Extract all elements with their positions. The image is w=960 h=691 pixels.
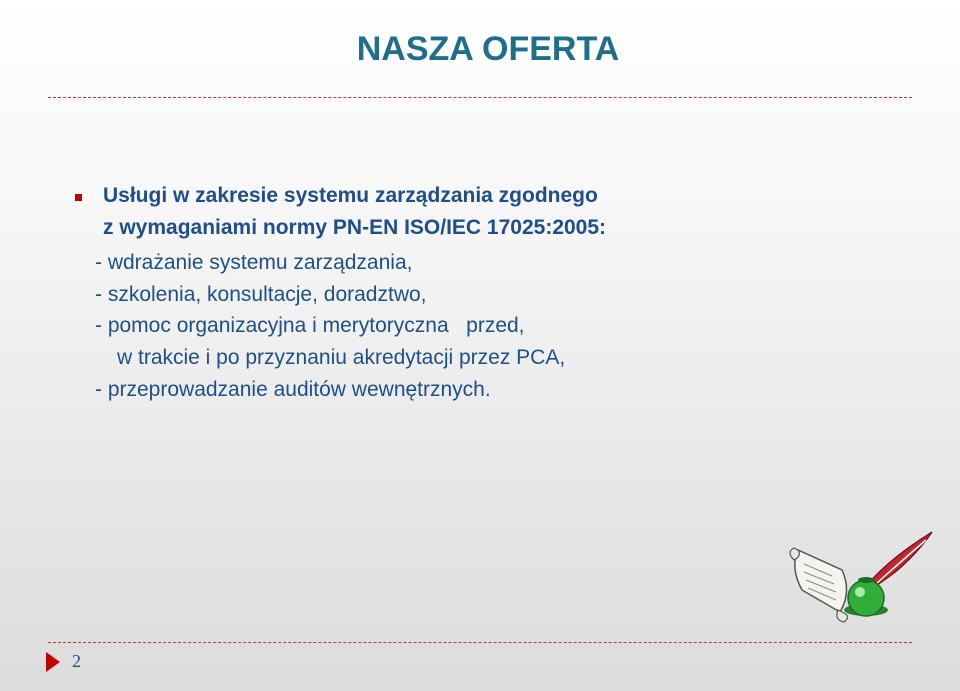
offer-item: w trakcie i po przyznaniu akredytacji przez PCA, bbox=[117, 346, 566, 369]
red-square-bullet-icon bbox=[75, 194, 82, 201]
scroll-and-quill-icon bbox=[780, 528, 940, 628]
red-arrow-icon bbox=[46, 652, 60, 672]
page-number: 2 bbox=[72, 651, 81, 671]
offer-item: - wdrażanie systemu zarządzania, bbox=[95, 251, 413, 274]
offer-heading-line-1: Usługi w zakresie systemu zarządzania zgodnego bbox=[103, 184, 598, 207]
offer-item: - pomoc organizacyjna i merytoryczna przed, bbox=[95, 314, 525, 337]
offer-item: - przeprowadzanie auditów wewnętrznych. bbox=[95, 378, 491, 401]
bottom-dashed-divider bbox=[48, 642, 912, 643]
top-dashed-divider bbox=[48, 97, 912, 98]
slide-title: NASZA OFERTA bbox=[356, 30, 620, 68]
offer-heading-line-2: z wymaganiami normy PN-EN ISO/IEC 17025:2005: bbox=[103, 216, 607, 239]
offer-item: - szkolenia, konsultacje, doradztwo, bbox=[95, 283, 427, 306]
